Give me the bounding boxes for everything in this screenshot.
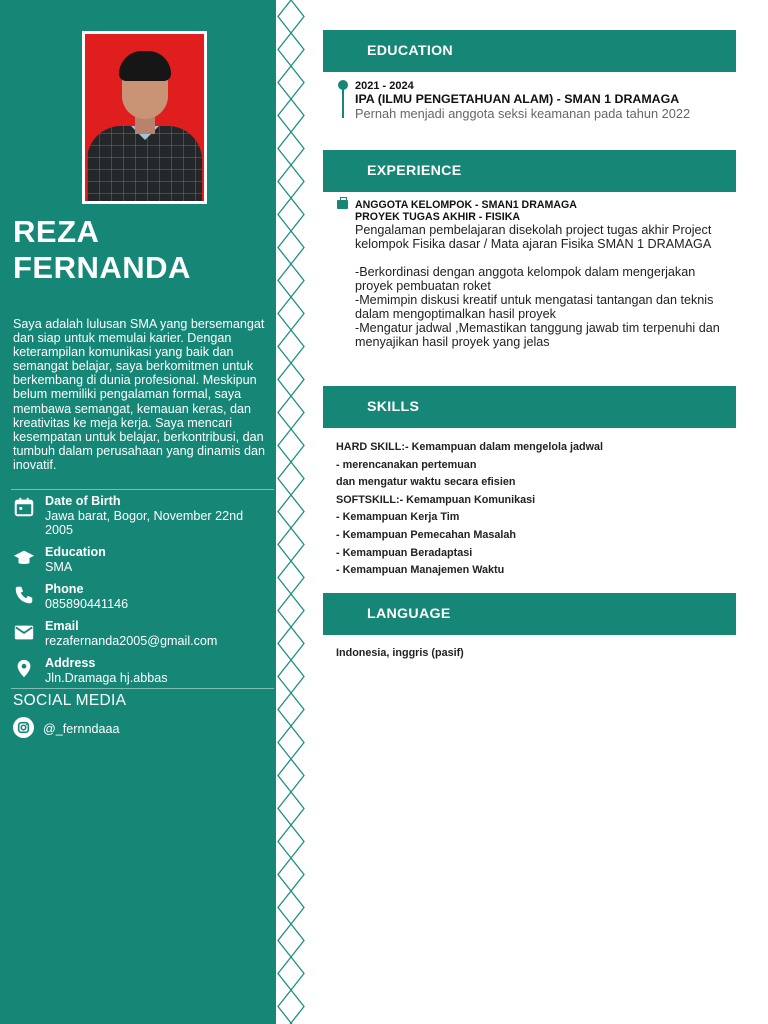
skill-line: - Kemampuan Manajemen Waktu: [336, 564, 505, 577]
phone-icon: [13, 584, 35, 606]
diamond-shape: [278, 594, 304, 627]
diamond-shape: [278, 0, 304, 33]
diamond-shape: [278, 759, 304, 792]
skill-line: - Kemampuan Pemecahan Masalah: [336, 528, 517, 541]
instagram-handle[interactable]: @_fernndaaa: [43, 722, 120, 736]
experience-description: Pengalaman pembelajaran disekolah project tugas akhir Project kelompok Fisika dasar / Mata ajaran Fisika SMAN 1 DRAMAGA -Berkordinasi dengan anggota kelompok dalam mengerjakan proyek pembuatan roket -Memimpin diskusi kreatif untuk mengatasi tantangan dan teknis dalam mengoptimalkan hasil proyek -Mengatur jadwal ,Memastikan tanggung jawab tim terpenuhi dan menyajikan hasil proyek yang jelas: [355, 223, 720, 349]
sidebar-divider: [11, 489, 274, 490]
briefcase-icon: [337, 200, 348, 209]
experience-role: PROYEK TUGAS AKHIR - FISIKA: [355, 211, 520, 223]
diamond-shape: [278, 33, 304, 66]
social-media-heading: SOCIAL MEDIA: [13, 692, 127, 709]
profile-summary: Saya adalah lulusan SMA yang bersemangat dan siap untuk memulai karier. Dengan keterampilan komunikasi yang baik dan semangat belajar, saya berkomitmen untuk berkembang di dunia profesional. Meskipun belum memiliki pengalaman formal, saya membawa semangat, kemauan keras, dan kreativitas ke meja kerja. Saya mencari kesempatan untuk belajar, berkontribusi, dan tumbuh dalam perusahaan yang dinamis dan inovatif.: [13, 317, 266, 472]
diamond-shape: [278, 330, 304, 363]
education-label: Education: [45, 545, 106, 559]
graduation-cap-icon: [13, 547, 35, 569]
diamond-shape: [278, 627, 304, 660]
diamond-shape: [278, 99, 304, 132]
diamond-shape: [278, 561, 304, 594]
skill-line: - Kemampuan Kerja Tim: [336, 511, 460, 524]
diamond-border-decoration: [276, 0, 306, 1024]
address-value: Jln.Dramaga hj.abbas: [45, 671, 168, 685]
phone-label: Phone: [45, 582, 84, 596]
diamond-shape: [278, 825, 304, 858]
experience-organization: ANGGOTA KELOMPOK - SMAN1 DRAMAGA: [355, 199, 577, 211]
phone-value[interactable]: 085890441146: [45, 597, 129, 611]
diamond-shape: [278, 792, 304, 825]
location-pin-icon: [13, 658, 35, 680]
skill-line: HARD SKILL:- Kemampuan dalam mengelola jadwal: [336, 441, 603, 453]
experience-title: EXPERIENCE: [367, 163, 462, 179]
diamond-shape: [278, 132, 304, 165]
education-header: [323, 30, 736, 72]
language-value: Indonesia, inggris (pasif): [336, 647, 464, 659]
dob-label: Date of Birth: [45, 494, 121, 508]
sidebar: [0, 0, 276, 1024]
diamond-shape: [278, 462, 304, 495]
diamond-shape: [278, 165, 304, 198]
timeline-line: [342, 88, 344, 118]
diamond-shape: [278, 429, 304, 462]
diamond-shape: [278, 957, 304, 990]
education-title: EDUCATION: [367, 43, 453, 59]
education-note: Pernah menjadi anggota seksi keamanan pada tahun 2022: [355, 106, 691, 121]
email-icon: [13, 621, 35, 643]
skills-title: SKILLS: [367, 399, 420, 415]
diamond-shape: [278, 726, 304, 759]
skill-line: dan mengatur waktu secara efisien: [336, 476, 516, 489]
diamond-shape: [278, 660, 304, 693]
diamond-shape: [278, 231, 304, 264]
email-value[interactable]: rezafernanda2005@gmail.com: [45, 634, 218, 648]
education-years: 2021 - 2024: [355, 80, 414, 92]
diamond-shape: [278, 528, 304, 561]
profile-photo: [85, 34, 204, 201]
diamond-shape: [278, 198, 304, 231]
skills-header: [323, 386, 736, 428]
education-degree: IPA (ILMU PENGETAHUAN ALAM) - SMAN 1 DRAMAGA: [355, 92, 680, 106]
calendar-icon: [13, 496, 35, 518]
diamond-shape: [278, 495, 304, 528]
diamond-shape: [278, 396, 304, 429]
skills-list: [336, 439, 726, 580]
name-last: FERNANDA: [13, 250, 191, 285]
profile-photo-frame: [82, 31, 207, 204]
diamond-shape: [278, 264, 304, 297]
diamond-shape: [278, 363, 304, 396]
address-label: Address: [45, 656, 96, 670]
full-name: [13, 214, 263, 286]
diamond-shape: [278, 858, 304, 891]
experience-header: [323, 150, 736, 192]
skill-line: SOFTSKILL:- Kemampuan Komunikasi: [336, 493, 536, 506]
name-first: REZA: [13, 214, 100, 249]
diamond-shape: [278, 990, 304, 1023]
diamond-shape: [278, 891, 304, 924]
diamond-shape: [278, 693, 304, 726]
education-value: SMA: [45, 560, 73, 574]
diamond-shape: [278, 924, 304, 957]
diamond-shape: [278, 297, 304, 330]
social-instagram[interactable]: [13, 717, 213, 739]
skill-line: - merencanakan pertemuan: [336, 458, 477, 471]
diamond-shape: [278, 66, 304, 99]
skill-line: - Kemampuan Beradaptasi: [336, 546, 473, 559]
language-header: [323, 593, 736, 635]
email-label: Email: [45, 619, 79, 633]
language-title: LANGUAGE: [367, 606, 451, 622]
instagram-icon: [13, 717, 34, 738]
dob-value: Jawa barat, Bogor, November 22nd 2005: [45, 509, 244, 537]
sidebar-divider: [11, 688, 274, 689]
